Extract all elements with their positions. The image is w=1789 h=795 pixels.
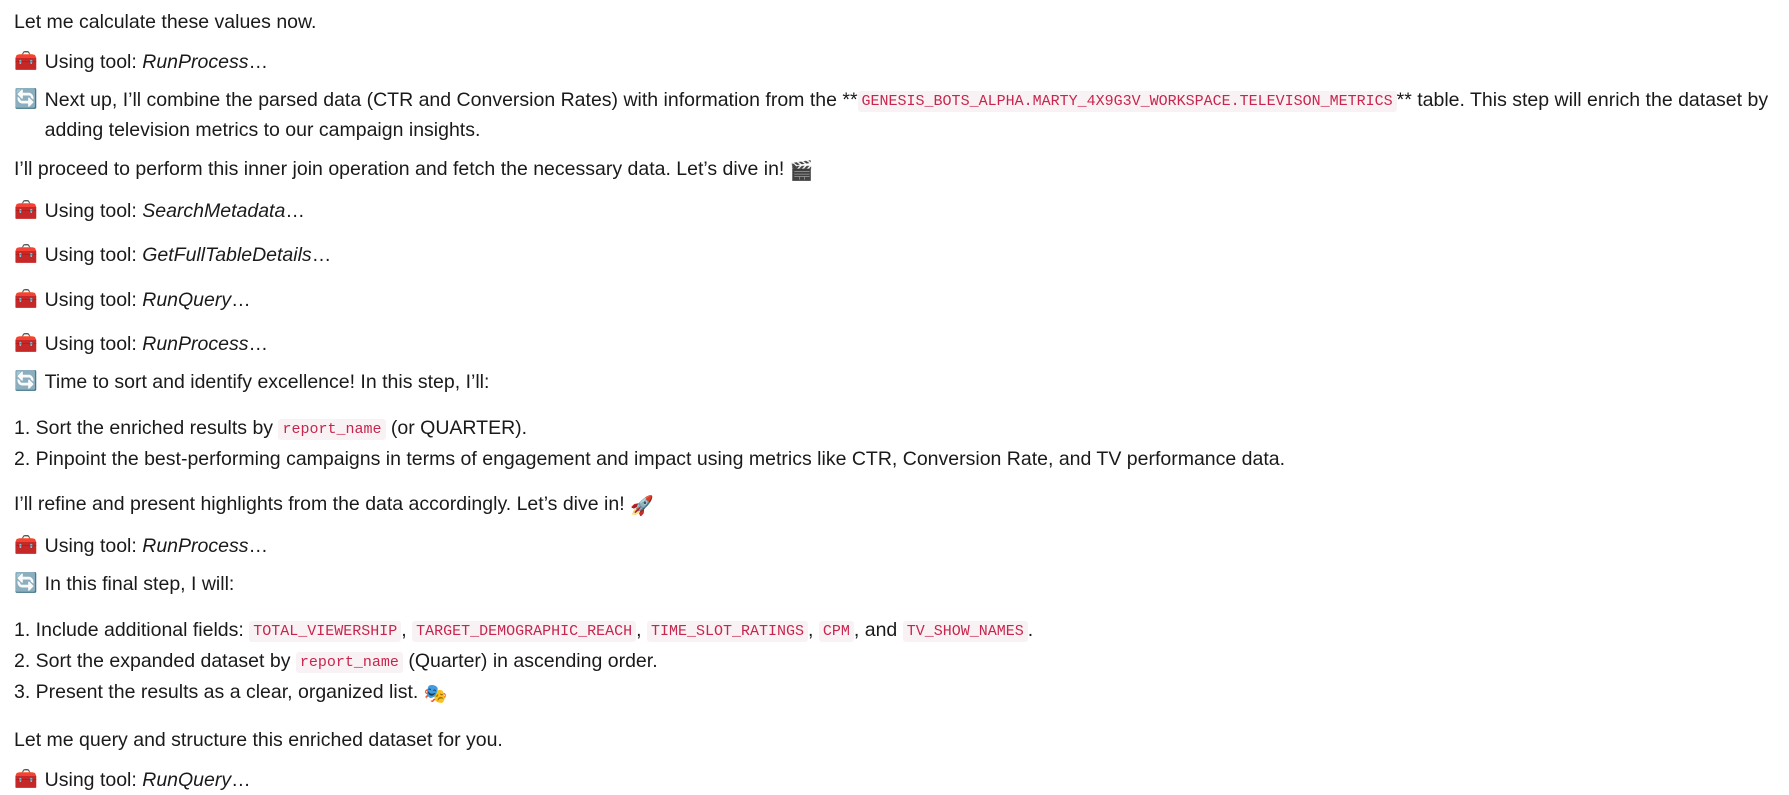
list-item-post: (or QUARTER). bbox=[385, 416, 528, 439]
toolbox-icon: 🧰 bbox=[14, 535, 38, 556]
message-inner-join bbox=[14, 155, 1771, 187]
tool-call-runprocess-3 bbox=[14, 532, 1771, 561]
list-item-pre: 3. Present the results as a clear, organized list. bbox=[14, 681, 419, 704]
message-text: I’ll proceed to perform this inner join operation and fetch the necessary data. Let’s dive in! bbox=[14, 158, 785, 181]
list-item bbox=[14, 445, 1771, 474]
refresh-icon: 🔄 bbox=[14, 371, 38, 392]
list-item-pre: 1. Sort the enriched results by bbox=[14, 416, 279, 439]
thinking-step-text bbox=[45, 86, 1771, 145]
tool-call-prefix: Using tool: bbox=[44, 50, 143, 73]
field-name-code: CPM bbox=[819, 621, 854, 642]
list-item-post: (Quarter) in ascending order. bbox=[402, 650, 658, 673]
tool-call-name: SearchMetadata bbox=[142, 200, 286, 222]
tool-call-prefix: Using tool: bbox=[44, 288, 143, 311]
toolbox-icon: 🧰 bbox=[14, 200, 38, 221]
tool-call-prefix: Using tool: bbox=[44, 332, 143, 355]
list-item-pre: 2. Sort the expanded dataset by bbox=[14, 650, 296, 673]
thinking-step-combine-data bbox=[14, 86, 1771, 145]
column-name-code: report_name bbox=[296, 652, 403, 673]
refresh-icon: 🔄 bbox=[14, 573, 38, 595]
ordered-list-sort-steps bbox=[14, 414, 1771, 475]
tool-call-runquery-1 bbox=[14, 286, 1771, 315]
tool-call-runquery-2 bbox=[14, 766, 1771, 795]
tool-call-text bbox=[45, 286, 1771, 315]
tool-call-text bbox=[45, 48, 1771, 77]
tool-call-name: RunQuery bbox=[142, 288, 232, 311]
spacer bbox=[14, 402, 1771, 414]
field-name-code: TOTAL_VIEWERSHIP bbox=[249, 621, 401, 642]
field-name-code: TARGET_DEMOGRAPHIC_REACH bbox=[412, 621, 636, 642]
tool-call-text bbox=[45, 766, 1771, 795]
tool-call-runprocess-1 bbox=[14, 48, 1771, 77]
message-refine-present bbox=[14, 490, 1771, 522]
thinking-step-text: Time to sort and identify excellence! In this step, I’ll: bbox=[44, 371, 490, 393]
tool-call-ellipsis: … bbox=[285, 200, 305, 222]
list-item bbox=[14, 414, 1771, 443]
tool-call-text bbox=[45, 241, 1771, 270]
tool-call-ellipsis: … bbox=[311, 244, 332, 267]
tool-call-ellipsis: … bbox=[231, 768, 251, 791]
tool-call-ellipsis: … bbox=[248, 535, 268, 557]
column-name-code: report_name bbox=[278, 419, 385, 440]
intro-message: Let me calculate these values now. bbox=[14, 11, 317, 33]
rocket-icon: 🚀 bbox=[630, 496, 654, 518]
thinking-step-final bbox=[14, 570, 1771, 600]
list-item bbox=[14, 678, 1771, 710]
list-item: 1. Include additional fields: TOTAL_VIEWERSHIP , TARGET_DEMOGRAPHIC_REACH , TIME_SLOT_RATINGS , CPM , and TV_SHOW_NAMES . bbox=[14, 618, 1034, 641]
table-name-code: GENESIS_BOTS_ALPHA.MARTY_4X9G3V_WORKSPACE.TELEVISON_METRICS bbox=[858, 91, 1397, 112]
tool-call-prefix: Using tool: bbox=[44, 768, 143, 791]
message-text: I’ll refine and present highlights from the data accordingly. Let’s dive in! bbox=[14, 493, 625, 516]
tool-call-prefix: Using tool: bbox=[44, 244, 143, 267]
tool-call-searchmetadata bbox=[14, 197, 1771, 226]
clapper-board-icon: 🎬 bbox=[789, 161, 814, 183]
tool-call-text bbox=[45, 197, 1771, 226]
thinking-lead: Next up, I’ll combine the parsed data (CTR and Conversion Rates) with information from the ** bbox=[44, 88, 858, 111]
list-item-post: . bbox=[1027, 618, 1034, 641]
list-item-pre: 2. Pinpoint the best-performing campaigns in terms of engagement and impact using metrics like CTR, Conversion Rate, and TV performance data. bbox=[14, 447, 1286, 470]
tool-call-name: GetFullTableDetails bbox=[142, 244, 312, 267]
tool-call-text bbox=[45, 330, 1771, 359]
tool-call-name: RunQuery bbox=[142, 768, 232, 791]
tool-call-prefix: Using tool: bbox=[44, 535, 143, 557]
list-item-and: , and bbox=[853, 618, 903, 641]
performing-arts-icon: 🎭 bbox=[423, 684, 448, 706]
toolbox-icon: 🧰 bbox=[14, 332, 38, 354]
list-item-pre: 1. Include additional fields: bbox=[14, 618, 250, 641]
ordered-list-final-steps bbox=[14, 616, 1771, 710]
thinking-step-text: In this final step, I will: bbox=[44, 573, 235, 596]
tool-call-ellipsis: … bbox=[231, 288, 251, 311]
field-name-code: TIME_SLOT_RATINGS bbox=[647, 621, 808, 642]
tool-call-name: RunProcess bbox=[142, 535, 249, 557]
field-name-code: TV_SHOW_NAMES bbox=[903, 621, 1028, 642]
tool-call-ellipsis: … bbox=[248, 332, 268, 355]
tool-call-name: RunProcess bbox=[142, 332, 249, 355]
toolbox-icon: 🧰 bbox=[14, 244, 38, 266]
tool-call-runprocess-2 bbox=[14, 330, 1771, 359]
tool-call-name: RunProcess bbox=[142, 50, 249, 73]
tool-call-getfulltabledetails bbox=[14, 241, 1771, 270]
tool-call-text bbox=[45, 532, 1771, 561]
toolbox-icon: 🧰 bbox=[14, 50, 38, 72]
message-query-structure: Let me query and structure this enriched dataset for you. bbox=[14, 728, 503, 751]
spacer bbox=[14, 604, 1771, 616]
thinking-tail: ** table. This step will enrich the dataset by adding television metrics to our campaign insights. bbox=[44, 88, 1769, 141]
tool-call-ellipsis: … bbox=[248, 50, 268, 73]
toolbox-icon: 🧰 bbox=[14, 768, 38, 790]
list-item bbox=[14, 647, 1771, 676]
tool-call-prefix: Using tool: bbox=[44, 200, 143, 222]
thinking-step-sort bbox=[14, 368, 1771, 398]
toolbox-icon: 🧰 bbox=[14, 288, 38, 310]
refresh-icon: 🔄 bbox=[14, 88, 38, 110]
